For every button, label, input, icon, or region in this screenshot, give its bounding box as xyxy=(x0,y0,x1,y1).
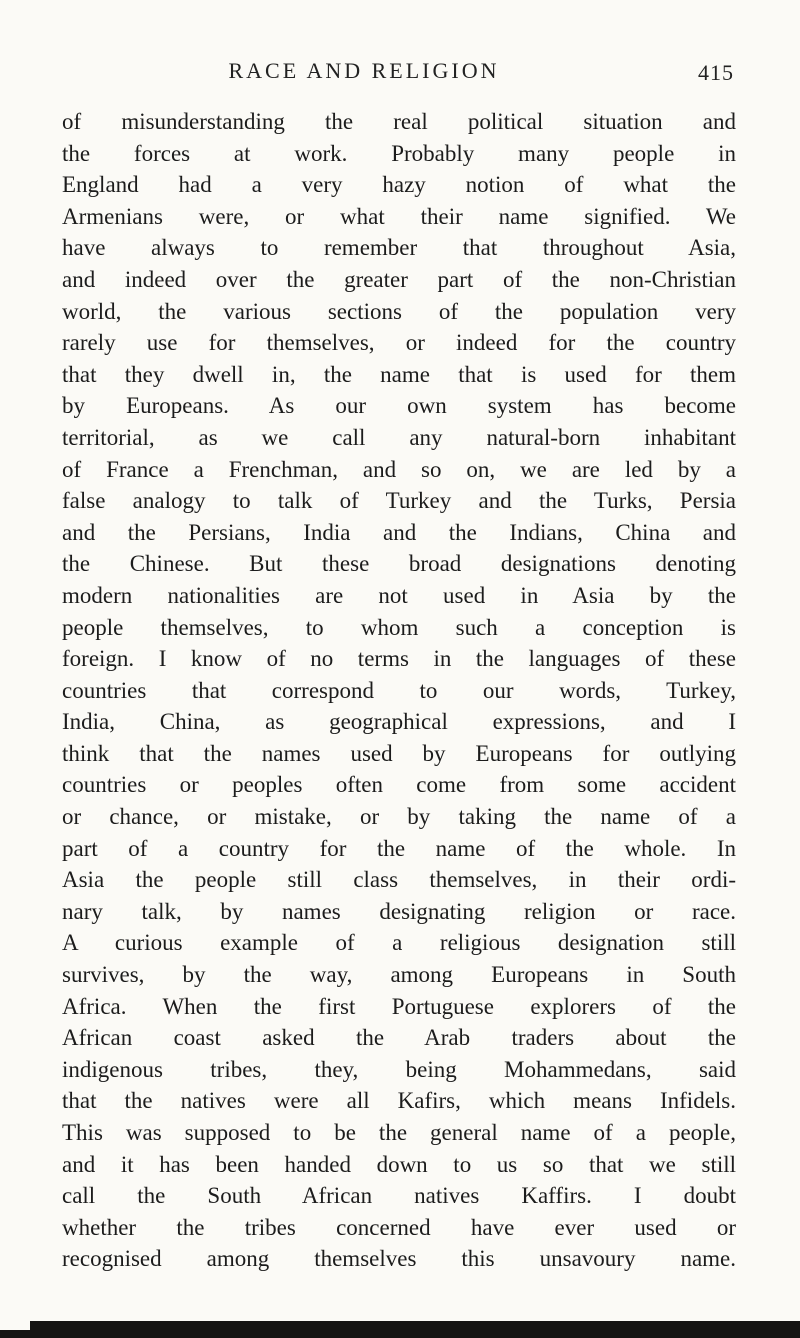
page-header xyxy=(62,58,736,88)
page-text xyxy=(62,106,736,1275)
page-number: 415 xyxy=(698,60,734,85)
text-line: rarely use for themselves, or indeed for the country xyxy=(62,330,736,356)
text-line: India, China, as geographical expressions, and I xyxy=(62,709,736,735)
text-line: that the natives were all Kafirs, which means Infidels. xyxy=(62,1088,736,1114)
scan-edge-artifact-tail xyxy=(0,1330,34,1338)
text-line: Armenians were, or what their name signified. We xyxy=(62,203,736,229)
text-line: world, the various sections of the population very xyxy=(62,298,736,324)
text-line: the Chinese. But these broad designations denoting xyxy=(62,551,736,577)
text-line: and the Persians, India and the Indians, China and xyxy=(62,519,736,545)
text-line: African coast asked the Arab traders about the xyxy=(62,1025,736,1051)
text-line: think that the names used by Europeans for outlying xyxy=(62,740,736,766)
text-line: territorial, as we call any natural-born inhabitant xyxy=(62,424,736,450)
running-head-title: RACE AND RELIGION xyxy=(228,58,500,83)
text-line: Asia the people still class themselves, in their ordi- xyxy=(62,867,736,893)
text-line: that they dwell in, the name that is used for them xyxy=(62,361,736,387)
text-line: England had a very hazy notion of what the xyxy=(62,172,736,198)
text-line: Africa. When the first Portuguese explorers of the xyxy=(62,993,736,1019)
text-line: and indeed over the greater part of the non-Christian xyxy=(62,266,736,292)
text-line: survives, by the way, among Europeans in South xyxy=(62,962,736,988)
text-line: the forces at work. Probably many people in xyxy=(62,140,736,166)
text-line: and it has been handed down to us so that we still xyxy=(62,1151,736,1177)
scan-edge-artifact xyxy=(30,1321,800,1338)
text-line: foreign. I know of no terms in the languages of these xyxy=(62,646,736,672)
text-line: by Europeans. As our own system has become xyxy=(62,393,736,419)
text-line: call the South African natives Kaffirs. I doubt xyxy=(62,1183,736,1209)
text-line: have always to remember that throughout Asia, xyxy=(62,235,736,261)
text-line: false analogy to talk of Turkey and the Turks, Persia xyxy=(62,488,736,514)
text-line: This was supposed to be the general name of a people, xyxy=(62,1120,736,1145)
text-line: or chance, or mistake, or by taking the name of a xyxy=(62,804,736,830)
text-line: people themselves, to whom such a conception is xyxy=(62,614,736,640)
text-line: modern nationalities are not used in Asia by the xyxy=(62,582,736,608)
text-line: indigenous tribes, they, being Mohammedans, said xyxy=(62,1056,736,1082)
text-line: of France a Frenchman, and so on, we are led by a xyxy=(62,456,736,482)
text-line: recognised among themselves this unsavoury name. xyxy=(62,1246,736,1272)
text-line: part of a country for the name of the whole. In xyxy=(62,835,736,861)
text-line: countries that correspond to our words, Turkey, xyxy=(62,677,736,703)
text-line: A curious example of a religious designation still xyxy=(62,930,736,956)
text-line: countries or peoples often come from some accident xyxy=(62,772,736,798)
text-line: nary talk, by names designating religion or race. xyxy=(62,898,736,924)
text-line: of misunderstanding the real political situation and xyxy=(62,109,736,134)
text-line: whether the tribes concerned have ever used or xyxy=(62,1214,736,1240)
